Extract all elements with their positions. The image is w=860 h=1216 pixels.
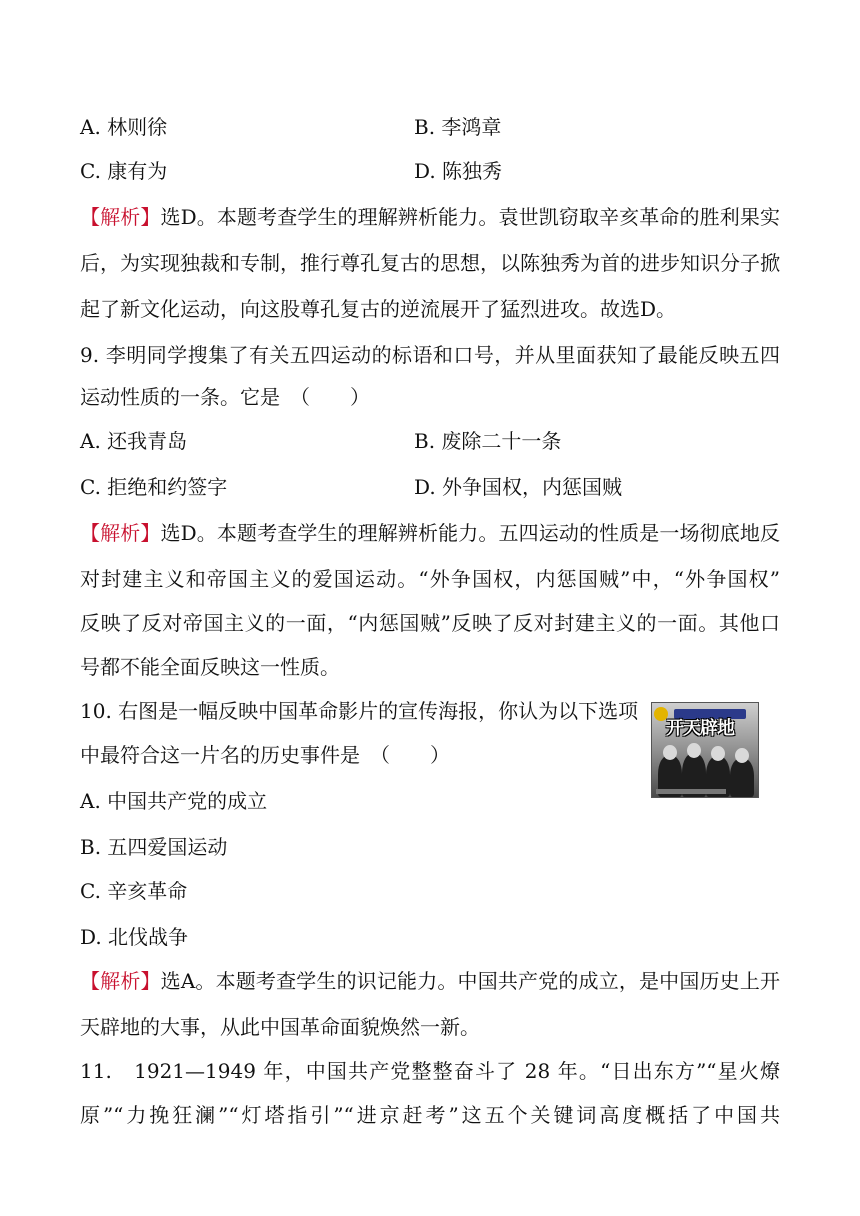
q9-option-a: A. 还我青岛 <box>80 429 188 453</box>
q9-option-c: C. 拒绝和约签字 <box>80 475 228 499</box>
q8-option-b: B. 李鸿章 <box>414 115 502 139</box>
q8-analysis-line-3: 起了新文化运动，向这股尊孔复古的逆流展开了猛烈进攻。故选D。 <box>80 297 677 321</box>
q9-option-d: D. 外争国权，内惩国贼 <box>414 475 623 499</box>
analysis-text: 选A。本题考查学生的识记能力。中国共产党的成立，是中国历史上开 <box>160 969 780 993</box>
q10-analysis-line-1 <box>80 968 780 994</box>
q9-analysis-line-4: 号都不能全面反映这一性质。 <box>80 655 340 679</box>
q8-option-d: D. 陈独秀 <box>414 159 503 183</box>
poster-title: 开天辟地 <box>666 718 734 739</box>
analysis-tag: 【解析】 <box>80 521 161 545</box>
q9-stem-line-1: 9. 李明同学搜集了有关五四运动的标语和口号，并从里面获知了最能反映五四 <box>80 343 780 367</box>
q10-analysis-line-2: 天辟地的大事，从此中国革命面貌焕然一新。 <box>80 1015 480 1039</box>
q8-analysis-line-2: 后，为实现独裁和专制，推行尊孔复古的思想，以陈独秀为首的进步知识分子掀 <box>80 251 780 275</box>
analysis-text: 选D。本题考查学生的理解辨析能力。五四运动的性质是一场彻底地反 <box>160 521 780 545</box>
q9-analysis-line-1 <box>80 520 780 546</box>
analysis-tag: 【解析】 <box>80 205 161 229</box>
q10-stem-line-1: 10. 右图是一幅反映中国革命影片的宣传海报，你认为以下选项 <box>80 699 639 723</box>
poster-face <box>711 746 725 761</box>
q9-analysis-line-2: 对封建主义和帝国主义的爱国运动。“外争国权，内惩国贼”中，“外争国权” <box>80 567 780 591</box>
poster-face <box>735 748 749 763</box>
q8-option-c: C. 康有为 <box>80 159 168 183</box>
q9-option-b: B. 废除二十一条 <box>414 429 562 453</box>
q10-option-a: A. 中国共产党的成立 <box>80 789 268 813</box>
poster-face <box>687 743 701 758</box>
poster-figure <box>730 758 754 797</box>
q11-stem-line-1: 11. 1921—1949 年，中国共产党整整奋斗了 28 年。“日出东方”“星火燎 <box>80 1059 780 1083</box>
poster-footer-strip <box>656 789 726 794</box>
q10-stem-line-2: 中最符合这一片名的历史事件是 （ ） <box>80 743 450 767</box>
q9-stem-line-2: 运动性质的一条。它是 （ ） <box>80 385 370 409</box>
q8-analysis-line-1 <box>80 204 780 230</box>
q8-option-a: A. 林则徐 <box>80 115 168 139</box>
q10-option-b: B. 五四爱国运动 <box>80 835 228 859</box>
movie-poster-image <box>651 702 759 798</box>
q11-stem-line-2: 原”“力挽狂澜”“灯塔指引”“进京赶考”这五个关键词高度概括了中国共 <box>80 1103 780 1127</box>
analysis-tag: 【解析】 <box>80 969 161 993</box>
analysis-text: 选D。本题考查学生的理解辨析能力。袁世凯窃取辛亥革命的胜利果实 <box>160 205 780 229</box>
poster-face <box>663 745 677 760</box>
q10-option-c: C. 辛亥革命 <box>80 879 188 903</box>
q10-option-d: D. 北伐战争 <box>80 925 189 949</box>
q9-analysis-line-3: 反映了反对帝国主义的一面，“内惩国贼”反映了反对封建主义的一面。其他口 <box>80 611 780 635</box>
